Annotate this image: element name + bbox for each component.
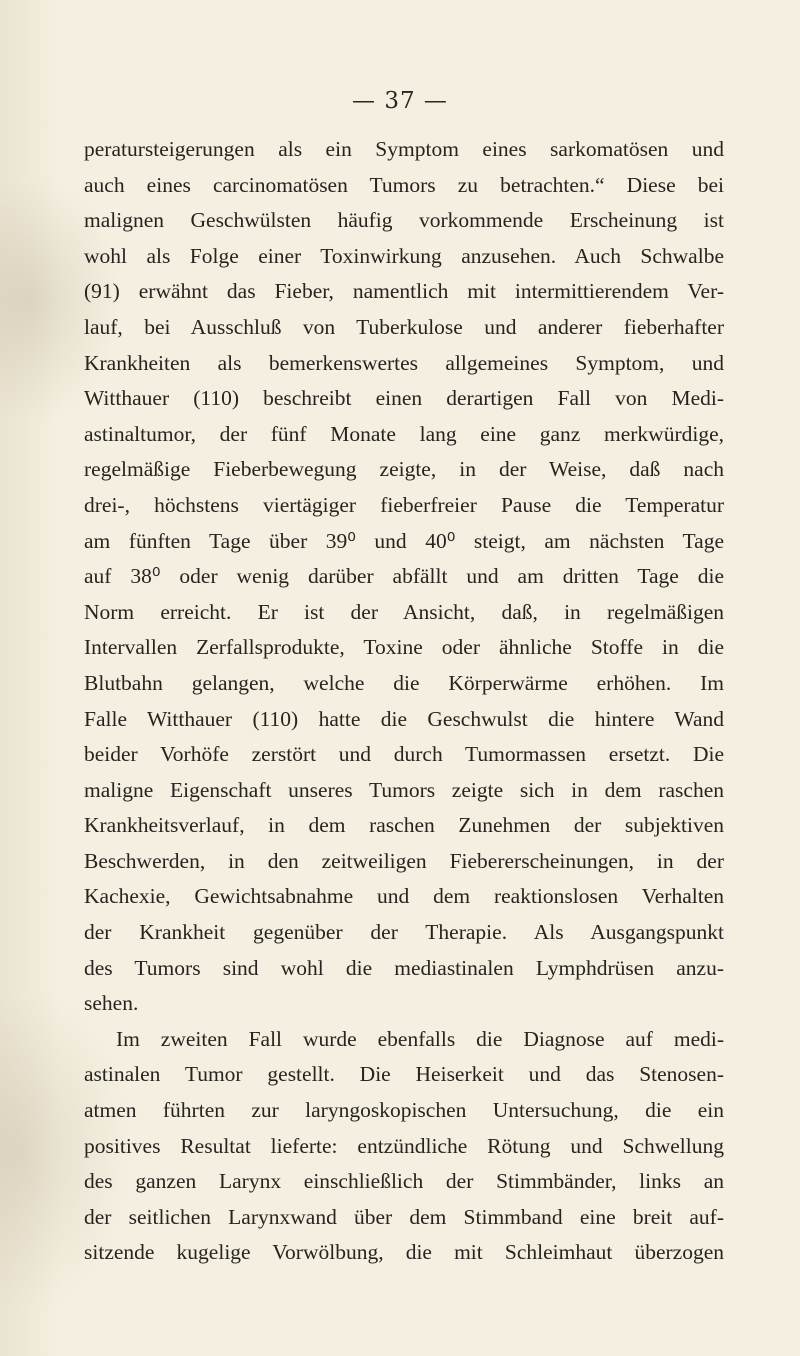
- text-line: Intervallen Zerfallsprodukte, Toxine oder ähnliche Stoffe in die: [84, 635, 724, 660]
- text-line: malignen Geschwülsten häufig vorkommende Erscheinung ist: [84, 208, 724, 233]
- text-line: Krankheiten als bemerkenswertes allgemeines Symptom, und: [84, 350, 724, 375]
- text-line: positives Resultat lieferte: entzündliche Rötung und Schwellung: [84, 1133, 724, 1158]
- text-line: maligne Eigenschaft unseres Tumors zeigte sich in dem raschen: [84, 777, 724, 802]
- text-line: Kachexie, Gewichtsabnahme und dem reaktionslosen Verhalten: [84, 884, 724, 909]
- text-line: Krankheitsverlauf, in dem raschen Zunehmen der subjektiven: [84, 813, 724, 838]
- text-line: Falle Witthauer (110) hatte die Geschwulst die hintere Wand: [84, 706, 724, 731]
- text-line: der Krankheit gegenüber der Therapie. Als Ausgangspunkt: [84, 920, 724, 945]
- text-line: Witthauer (110) beschreibt einen derartigen Fall von Medi-: [84, 386, 724, 411]
- text-line: Im zweiten Fall wurde ebenfalls die Diagnose auf medi-: [116, 1026, 724, 1051]
- text-line: (91) erwähnt das Fieber, namentlich mit intermittierendem Ver-: [84, 279, 724, 304]
- text-line: wohl als Folge einer Toxinwirkung anzusehen. Auch Schwalbe: [84, 243, 724, 268]
- text-line: lauf, bei Ausschluß von Tuberkulose und anderer fieberhafter: [84, 314, 724, 339]
- text-line: drei-, höchstens viertägiger fieberfreier Pause die Temperatur: [84, 492, 724, 517]
- text-line: sitzende kugelige Vorwölbung, die mit Schleimhaut überzogen: [84, 1240, 724, 1265]
- text-line: peratursteigerungen als ein Symptom eines sarkomatösen und: [84, 137, 724, 161]
- text-line: Beschwerden, in den zeitweiligen Fiebererscheinungen, in der: [84, 848, 724, 873]
- text-line: beider Vorhöfe zerstört und durch Tumormassen ersetzt. Die: [84, 742, 724, 767]
- text-line: auf 38⁰ oder wenig darüber abfällt und am dritten Tage die: [84, 564, 724, 589]
- text-line: der seitlichen Larynxwand über dem Stimmband eine breit auf-: [84, 1204, 724, 1229]
- text-line: atmen führten zur laryngoskopischen Untersuchung, die ein: [84, 1098, 724, 1123]
- text-line: am fünften Tage über 39⁰ und 40⁰ steigt, am nächsten Tage: [84, 528, 724, 553]
- text-line: Norm erreicht. Er ist der Ansicht, daß, in regelmäßigen: [84, 599, 724, 624]
- text-line: sehen.: [84, 991, 139, 1016]
- text-line: des ganzen Larynx einschließlich der Stimmbänder, links an: [84, 1169, 724, 1194]
- body-text: [84, 132, 724, 1271]
- text-line: des Tumors sind wohl die mediastinalen Lymphdrüsen anzu-: [84, 955, 724, 980]
- text-line: astinaltumor, der fünf Monate lang eine ganz merkwürdige,: [84, 421, 724, 446]
- text-line: Blutbahn gelangen, welche die Körperwärme erhöhen. Im: [84, 670, 724, 695]
- page-number: — 37 —: [352, 88, 448, 114]
- text-line: auch eines carcinomatösen Tumors zu betrachten.“ Diese bei: [84, 172, 724, 197]
- text-line: astinalen Tumor gestellt. Die Heiserkeit und das Stenosen-: [84, 1062, 724, 1087]
- text-line: regelmäßige Fieberbewegung zeigte, in der Weise, daß nach: [84, 457, 724, 482]
